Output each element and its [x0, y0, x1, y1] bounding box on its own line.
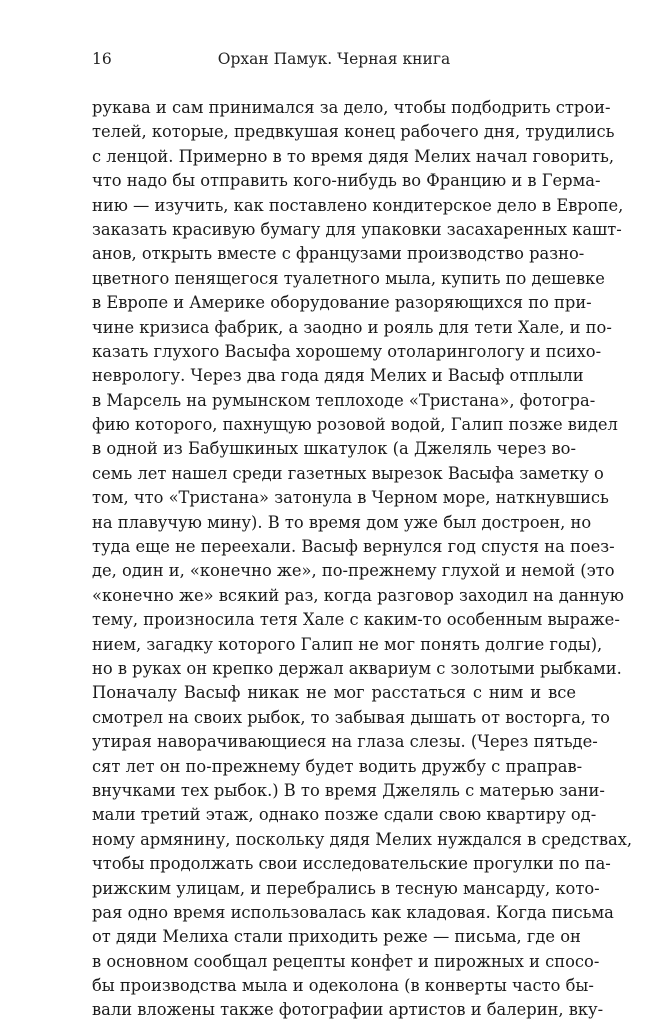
text-line: что надо бы отправить кого-нибудь во Францию и в Герма-	[92, 171, 601, 191]
text-line: заказать красивую бумагу для упаковки засахаренных кашт-	[92, 219, 622, 239]
body-text	[92, 96, 633, 1023]
text-line: рая одно время использовалась как кладовая. Когда письма	[92, 902, 614, 922]
running-head: Орхан Памук. Черная книга	[217, 50, 451, 68]
text-line: цветного пенящегося туалетного мыла, купить по дешевке	[92, 268, 605, 288]
text-line: сят лет он по-прежнему будет водить дружбу с праправ-	[92, 756, 583, 776]
text-line: том, что «Тристана» затонула в Черном море, наткнувшись	[92, 488, 609, 508]
text-line: утирая наворачивающиеся на глаза слезы. (Через пятьде-	[92, 732, 598, 752]
text-line: внучками тех рыбок.) В то время Джеляль с матерью зани-	[92, 780, 605, 800]
text-line: рижским улицам, и перебрались в тесную мансарду, кото-	[92, 878, 600, 898]
text-line: бы производства мыла и одеколона (в конверты часто бы-	[92, 976, 594, 996]
text-line: в одной из Бабушкиных шкатулок (а Джеляль через во-	[92, 439, 576, 459]
text-line: семь лет нашел среди газетных вырезок Васыфа заметку о	[92, 463, 604, 483]
text-line: казать глухого Васыфа хорошему отоларингологу и психо-	[92, 341, 602, 361]
text-line: смотрел на своих рыбок, то забывая дышать от восторга, то	[92, 707, 610, 727]
text-line: чине кризиса фабрик, а заодно и рояль для тети Хале, и по-	[92, 317, 612, 337]
text-line: мали третий этаж, однако позже сдали свою квартиру од-	[92, 805, 597, 825]
text-line: рукава и сам принимался за дело, чтобы подбодрить строи-	[92, 98, 611, 117]
text-line: Поначалу Васыф никак не мог расстаться с ним и все	[92, 683, 576, 703]
text-line: анов, открыть вместе с французами производство разно-	[92, 244, 585, 264]
text-line: вали вложены также фотографии артистов и балерин, вку-	[92, 1000, 604, 1020]
text-line: на плавучую мину). В то время дом уже был достроен, но	[92, 512, 592, 532]
text-line: нию — изучить, как поставлено кондитерское дело в Европе,	[92, 195, 624, 215]
text-line: чтобы продолжать свои исследовательские прогулки по па-	[92, 854, 611, 874]
text-line: ному армянину, поскольку дядя Мелих нуждался в средствах,	[92, 829, 633, 849]
text-line: туда еще не переехали. Васыф вернулся год спустя на поез-	[92, 537, 615, 557]
text-line: «конечно же» всякий раз, когда разговор заходил на данную	[92, 585, 624, 605]
text-line: в Европе и Америке оборудование разоряющихся по при-	[92, 293, 592, 313]
text-line: с ленцой. Примерно в то время дядя Мелих начал говорить,	[92, 146, 615, 166]
text-line: в Марсель на румынском теплоходе «Тристана», фотогра-	[92, 390, 596, 410]
text-line: неврологу. Через два года дядя Мелих и Васыф отплыли	[92, 366, 584, 386]
text-line: тему, произносила тетя Хале с каким-то особенным выраже-	[92, 610, 620, 630]
text-line: нием, загадку которого Галип не мог понять долгие годы),	[92, 634, 603, 654]
page-header	[92, 47, 576, 71]
text-line: от дяди Мелиха стали приходить реже — письма, где он	[92, 927, 581, 947]
page-number: 16	[92, 50, 112, 68]
text-line: но в руках он крепко держал аквариум с золотыми рыбками.	[92, 658, 622, 678]
text-line: телей, которые, предвкушая конец рабочего дня, трудились	[92, 122, 615, 142]
text-line: де, один и, «конечно же», по-прежнему глухой и немой (это	[92, 561, 615, 581]
text-line: фию которого, пахнущую розовой водой, Галип позже видел	[92, 415, 618, 435]
text-line: в основном сообщал рецепты конфет и пирожных и спосо-	[92, 951, 600, 971]
